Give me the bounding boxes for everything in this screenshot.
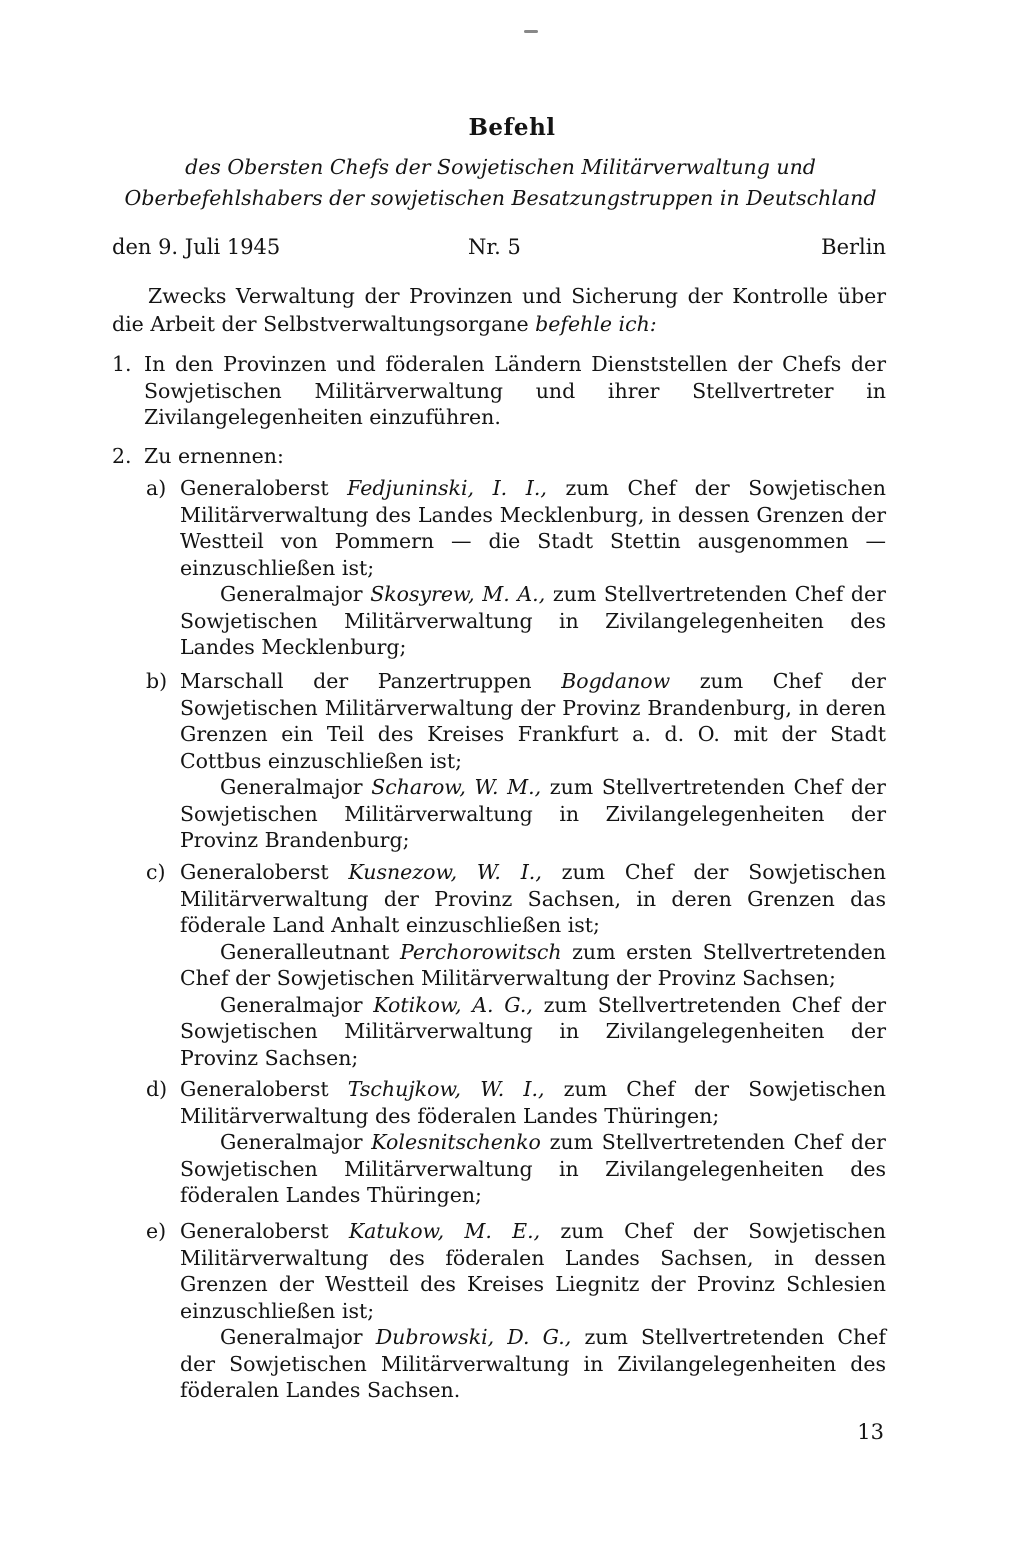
sub-item-d [146,1076,886,1209]
rank: Generalmajor [220,775,363,799]
rank: Generaloberst [180,1077,329,1101]
page-title: Befehl [468,114,556,141]
appointment-text: zum Chef der Sowjetischen Militärverwaltung der Provinz Brandenburg, in deren Grenzen ein Teil des Kreises Frankfurt a. d. O. mit der Stadt Cottbus einzuschließen ist; [180,669,886,773]
person-name: Kusnezow, W. I., [348,860,542,884]
sub-item-label: e) [146,1219,167,1243]
appointment-text: zum Chef der Sowjetischen Militärverwaltung der Provinz Sachsen, in deren Grenzen das föderale Land Anhalt einzuschließen ist; [180,860,886,937]
person-name: Katukow, M. E., [348,1219,541,1243]
sub-item-b [146,668,886,854]
rank: Marschall der Panzertruppen [180,669,532,693]
deputy-appointment [180,774,886,854]
page-number: 13 [857,1420,884,1444]
appointment-text: zum Stellvertretenden Chef der Sowjetischen Militärverwaltung in Zivilangelegenheiten der Provinz Brandenburg; [180,775,886,852]
deputy-appointment [180,939,886,992]
person-name: Scharow, W. M., [371,775,542,799]
order-place: Berlin [821,235,886,259]
appointment-text: zum Stellvertretenden Chef der Sowjetischen Militärverwaltung in Zivilangelegenheiten des Landes Mecklenburg; [180,582,886,659]
appointment-text: zum Stellvertretenden Chef der Sowjetischen Militärverwaltung in Zivilangelegenheiten des föderalen Landes Thüringen; [180,1130,886,1207]
subtitle: des Obersten Chefs der Sowjetischen Militärverwaltung und Oberbefehlshabers der sowjetischen Besatzungstruppen in Deutschland [124,155,877,210]
order-meta [112,235,886,259]
appointment-text: zum ersten Stellvertretenden Chef der Sowjetischen Militärverwaltung der Provinz Sachsen; [180,939,886,990]
appointment [180,1218,886,1324]
rank: Generalmajor [220,992,363,1017]
item-2 [112,443,886,470]
rank: Generalmajor [220,1325,363,1349]
deputy-appointment [180,581,886,661]
person-name: Kolesnitschenko [371,1130,541,1154]
deputy-appointment [180,1324,886,1404]
person-name: Bogdanow [561,669,671,693]
sub-item-label: d) [146,1077,168,1101]
appointment-text: zum Stellvertretenden Chef der Sowjetischen Militärverwaltung in Zivilangelegenheiten des föderalen Landes Sachsen. [180,1325,886,1402]
rank: Generalmajor [220,1130,363,1154]
person-name: Kotikow, A. G., [373,992,533,1017]
rank: Generaloberst [180,1219,329,1243]
sub-item-e [146,1218,886,1404]
intro-paragraph [112,282,886,338]
rank: Generaloberst [180,476,329,500]
appointment [180,1076,886,1129]
person-name: Fedjuninski, I. I., [347,476,547,500]
item-1 [112,351,886,431]
deputy-appointment [180,1129,886,1209]
person-name: Tschujkow, W. I., [347,1077,545,1101]
person-name: Skosyrew, M. A., [370,582,546,606]
item-text: Zu ernennen: [144,444,284,468]
person-name: Dubrowski, D. G., [375,1325,572,1349]
appointment [180,668,886,774]
sub-item-label: a) [146,476,167,500]
appointment-text: zum Stellvertretenden Chef der Sowjetischen Militärverwaltung in Zivilangelegenheiten der Provinz Sachsen; [180,992,886,1070]
order-date: den 9. Juli 1945 [112,235,281,259]
intro-text: Zwecks Verwaltung der Provinzen und Sicherung der Kontrolle über die Arbeit der Selbstverwaltungsorgane [112,284,886,336]
item-number: 2. [112,444,132,468]
rank: Generalleutnant [220,939,390,964]
appointment-text: zum Chef der Sowjetischen Militärverwaltung des föderalen Landes Sachsen, in dessen Grenzen der Westteil des Kreises Liegnitz der Provinz Schlesien einzuschließen ist; [180,1219,886,1323]
item-number: 1. [112,352,132,376]
rank: Generalmajor [220,582,363,606]
deputy-appointment [180,992,886,1072]
person-name: Perchorowitsch [400,939,562,964]
sub-item-c [146,859,886,1071]
sub-item-label: c) [146,860,166,884]
order-number: Nr. 5 [468,235,521,259]
sub-item-a [146,475,886,661]
appointment-text: zum Chef der Sowjetischen Militärverwaltung des Landes Mecklenburg, in dessen Grenzen der Westteil von Pommern — die Stadt Stettin ausgenommen — einzuschließen ist; [180,476,886,580]
print-speck [524,30,538,33]
appointment-text: zum Chef der Sowjetischen Militärverwaltung des föderalen Landes Thüringen; [180,1077,886,1128]
rank: Generaloberst [180,860,329,884]
appointment [180,859,886,939]
sub-item-label: b) [146,669,168,693]
appointment [180,475,886,581]
intro-lead: befehle ich: [535,312,657,336]
item-text: In den Provinzen und föderalen Ländern Dienststellen der Chefs der Sowjetischen Militärverwaltung und ihrer Stellvertreter in Zivilangelegenheiten einzuführen. [144,352,886,429]
